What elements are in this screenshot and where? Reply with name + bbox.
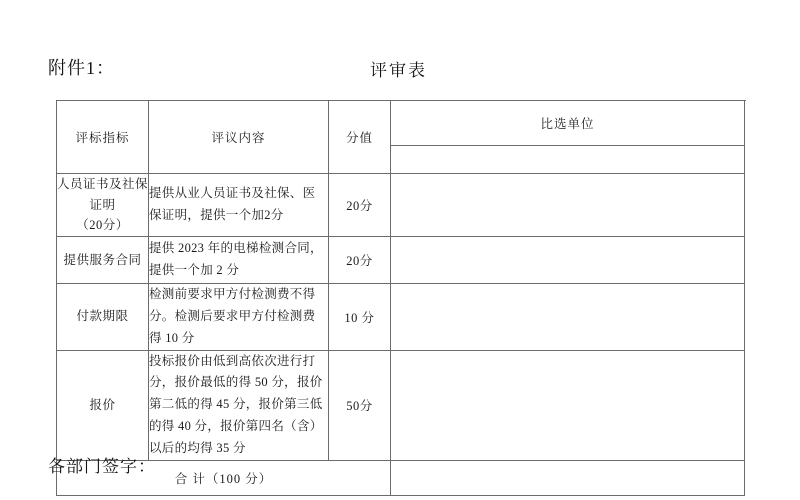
header-content: 评议内容 <box>149 101 329 174</box>
signature-label: 各部门签字： <box>48 457 156 476</box>
unit-subcolumn-1[interactable] <box>391 146 745 174</box>
header-unit: 比选单位 <box>391 101 745 146</box>
header-index: 评标指标 <box>57 101 149 174</box>
row-score: 50分 <box>329 350 391 460</box>
table-row <box>57 283 745 350</box>
row-index-line-2: 证明 <box>89 197 116 212</box>
row-index-line-3: （20分） <box>76 218 129 233</box>
row-content: 提供从业人员证书及社保、医保证明，提供一个加2分 <box>149 174 329 237</box>
row-index-label <box>57 174 149 237</box>
row-score: 20分 <box>329 174 391 237</box>
row-score: 20分 <box>329 236 391 283</box>
row-index-label: 报价 <box>57 350 149 460</box>
row-unit-cell-1[interactable] <box>391 350 745 460</box>
table-header-row <box>57 101 745 146</box>
row-content: 提供 2023 年的电梯检测合同，提供一个加 2 分 <box>149 236 329 283</box>
row-index-label: 付款期限 <box>57 283 149 350</box>
table-row <box>57 236 745 283</box>
row-unit-cell-1[interactable] <box>391 283 745 350</box>
attachment-label: 附件1： <box>48 58 115 78</box>
row-content: 投标报价由低到高依次进行打分，报价最低的得 50 分，报价第二低的得 45 分，报价第三低的得 40 分，报价第四名（含）以后的均得 35 分 <box>149 350 329 460</box>
row-score: 10 分 <box>329 283 391 350</box>
table-row <box>57 350 745 460</box>
total-unit-cell-1[interactable] <box>391 460 745 495</box>
table-row <box>57 174 745 237</box>
review-table <box>56 100 745 496</box>
row-index-line-1: 人员证书及社保 <box>57 177 149 191</box>
header-score: 分值 <box>329 101 391 174</box>
table-total-row <box>57 460 745 495</box>
row-content: 检测前要求甲方付检测费不得分。检测后要求甲方付检测费得 10 分 <box>149 283 329 350</box>
row-unit-cell-1[interactable] <box>391 174 745 237</box>
page-title: 评审表 <box>370 61 427 80</box>
row-unit-cell-1[interactable] <box>391 236 745 283</box>
row-index-label: 提供服务合同 <box>57 236 149 283</box>
total-label: 合 计（100 分） <box>57 460 391 495</box>
